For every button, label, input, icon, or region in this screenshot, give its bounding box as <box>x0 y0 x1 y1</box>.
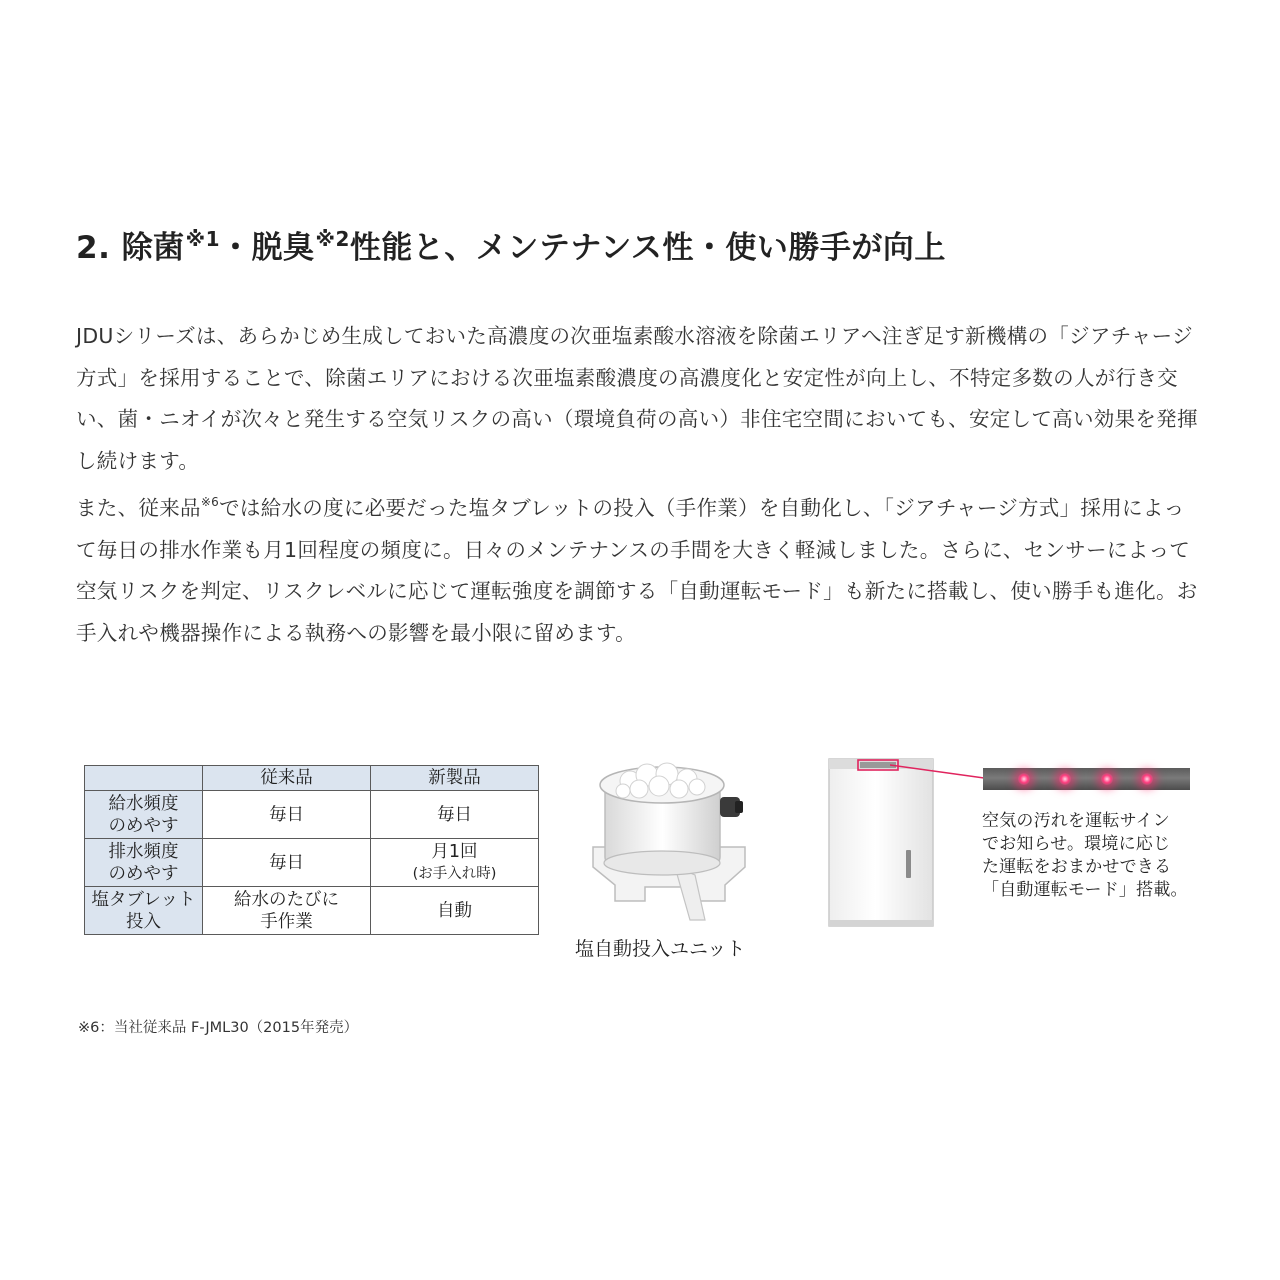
caption-line: た運転をおまかせできる <box>982 857 1172 877</box>
heading-text-3: 性能と、メンテナンス性・使い勝手が向上 <box>349 230 946 266</box>
led-light <box>1141 773 1153 785</box>
heading-note-1: ※1 <box>185 227 221 251</box>
caption-line: 「自動運転モード」搭載。 <box>982 880 1188 900</box>
cell-line: (お手入れ時) <box>412 865 497 882</box>
new-value <box>371 791 539 839</box>
new-value <box>371 887 539 935</box>
led-light <box>1101 773 1113 785</box>
heading-number: 2. <box>76 230 111 266</box>
caption-line: 空気の汚れを運転サイン <box>982 811 1171 831</box>
old-value <box>203 887 371 935</box>
row-label-line: 塩タブレット <box>91 889 196 910</box>
cell-line: 手作業 <box>260 911 313 932</box>
old-value <box>203 791 371 839</box>
table-row <box>85 887 539 935</box>
cell-line: 自動 <box>437 900 472 921</box>
cell-line: 毎日 <box>437 804 472 825</box>
section-heading <box>76 222 946 267</box>
row-label-line: のめやす <box>108 815 179 836</box>
heading-text-1: 除菌 <box>121 230 185 266</box>
body-text <box>76 316 1201 654</box>
table-row <box>85 791 539 839</box>
row-label <box>85 887 203 935</box>
row-label-line: 投入 <box>126 911 161 932</box>
cell-line: 月1回 <box>431 841 478 862</box>
paragraph-1: JDUシリーズは、あらかじめ生成しておいた高濃度の次亜塩素酸水溶液を除菌エリアへ注ぎ足す新機構の「ジアチャージ方式」を採用することで、除菌エリアにおける次亜塩素酸濃度の高濃度化と安定性が向上し、不特定多数の人が行き交い、菌・ニオイが次々と発生する空気リスクの高い（環境負荷の高い）非住宅空間においても、安定して高い効果を発揮し続けます。 <box>76 324 1198 473</box>
row-label <box>85 791 203 839</box>
new-value <box>371 839 539 887</box>
indicator-led-strip <box>983 768 1190 790</box>
salt-unit-image <box>575 755 775 925</box>
cell-line: 毎日 <box>269 804 304 825</box>
old-value <box>203 839 371 887</box>
appliance-caption <box>982 810 1197 902</box>
heading-note-2: ※2 <box>315 227 350 251</box>
led-light <box>1059 773 1071 785</box>
cell-line: 給水のたびに <box>234 889 339 910</box>
paragraph-2 <box>76 482 1201 654</box>
row-label-line: 排水頻度 <box>108 841 179 862</box>
row-label <box>85 839 203 887</box>
paragraph-2-rest: では給水の度に必要だった塩タブレットの投入（手作業）を自動化し、「ジアチャージ方式」採用によって毎日の排水作業も月1回程度の頻度に。日々のメンテナンスの手間を大きく軽減しました。さらに、センサーによって空気リスクを判定、リスクレベルに応じて運転強度を調節する「自動運転モード」も新たに搭載し、使い勝手も進化。お手入れや機器操作による執務への影響を最小限に留めます。 <box>76 496 1198 645</box>
table-row <box>85 839 539 887</box>
callout-line <box>890 758 990 788</box>
comparison-table <box>84 765 539 935</box>
paragraph-2-start: また、従来品 <box>76 496 201 520</box>
table-header-new: 新製品 <box>371 766 539 791</box>
row-label-line: のめやす <box>108 863 179 884</box>
caption-line: でお知らせ。環境に応じ <box>982 834 1171 854</box>
row-label-line: 給水頻度 <box>108 793 179 814</box>
salt-unit-caption: 塩自動投入ユニット <box>575 938 746 960</box>
cell-line: 毎日 <box>269 852 304 873</box>
paragraph-2-note: ※6 <box>200 495 220 509</box>
footnote: ※6：当社従来品 F-JML30（2015年発売） <box>78 1020 359 1036</box>
table-header-old: 従来品 <box>203 766 371 791</box>
table-header-blank <box>85 766 203 791</box>
led-light <box>1018 773 1030 785</box>
heading-text-2: ・脱臭 <box>220 230 315 266</box>
table-header-row <box>85 766 539 791</box>
